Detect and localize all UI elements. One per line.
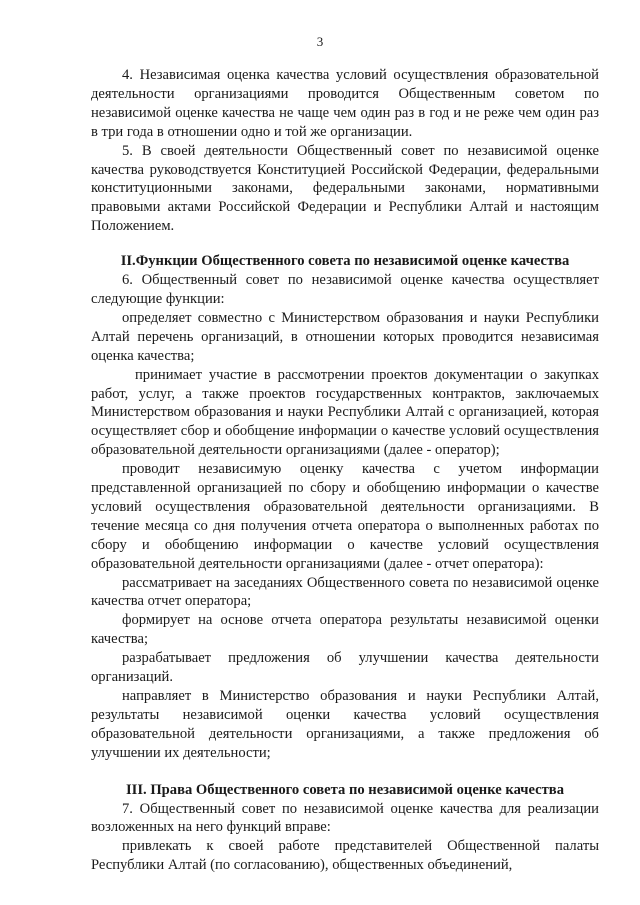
paragraph-6: 6. Общественный совет по независимой оценке качества осуществляет следующие функции:	[91, 272, 599, 307]
page-number: 3	[316, 34, 324, 49]
section-2-heading: II.Функции Общественного совета по независимой оценке качества	[120, 253, 570, 270]
function-item: определяет совместно с Министерством образования и науки Республики Алтай перечень организаций, в отношении которых проводится независимая оценка качества;	[91, 309, 599, 364]
section-3-heading: III. Права Общественного совета по независимой оценке качества	[126, 781, 564, 798]
function-item: разрабатывает предложения об улучшении качества деятельности организаций.	[91, 650, 599, 686]
paragraph-4: 4. Независимая оценка качества условий осуществления образовательной деятельности организациями проводится Общественным советом по независимой оценке качества не чаще чем один раз в год и не реже чем один раз в три года в отношении одно и той же организации.	[91, 67, 599, 140]
paragraph-5: 5. В своей деятельности Общественный совет по независимой оценке качества руководствуется Конституцией Российской Федерации, федеральными конституционными законами, федеральными законами, нормативными правовыми актами Российской Федерации и Республики Алтай и настоящим Положением.	[91, 142, 599, 235]
function-item: направляет в Министерство образования и науки Республики Алтай, результаты независимой оценки качества условий осуществления образовательной деятельности организациями, а также предложения об улучшении их деятельности;	[91, 688, 599, 761]
function-item: рассматривает на заседаниях Общественного совета по независимой оценке качества отчет оператора;	[91, 574, 599, 610]
rights-item: привлекать к своей работе представителей Общественной палаты Республики Алтай (по согласованию), общественных объединений,	[91, 838, 599, 874]
function-item: принимает участие в рассмотрении проектов документации о закупках работ, услуг, а также проектов государственных контрактов, заключаемых Министерством образования и науки Республики Алтай с организацией, которая осуществляет сбор и обобщение информации о качестве условий осуществления образовательной деятельности организациями (далее - оператор);	[91, 366, 599, 459]
function-item: проводит независимую оценку качества с учетом информации представленной организацией по сбору и обобщению информации о качестве условий осуществления образовательной деятельности организациями. В течение месяца со дня получения отчета оператора о выполненных работах по сбору и обобщению информации о качестве условий осуществления образовательной деятельности организациями (далее - отчет оператора):	[91, 461, 599, 572]
function-item: формирует на основе отчета оператора результаты независимой оценки качества;	[91, 612, 599, 648]
document-body	[91, 66, 599, 875]
paragraph-7: 7. Общественный совет по независимой оценке качества для реализации возложенных на него функций вправе:	[91, 800, 599, 836]
